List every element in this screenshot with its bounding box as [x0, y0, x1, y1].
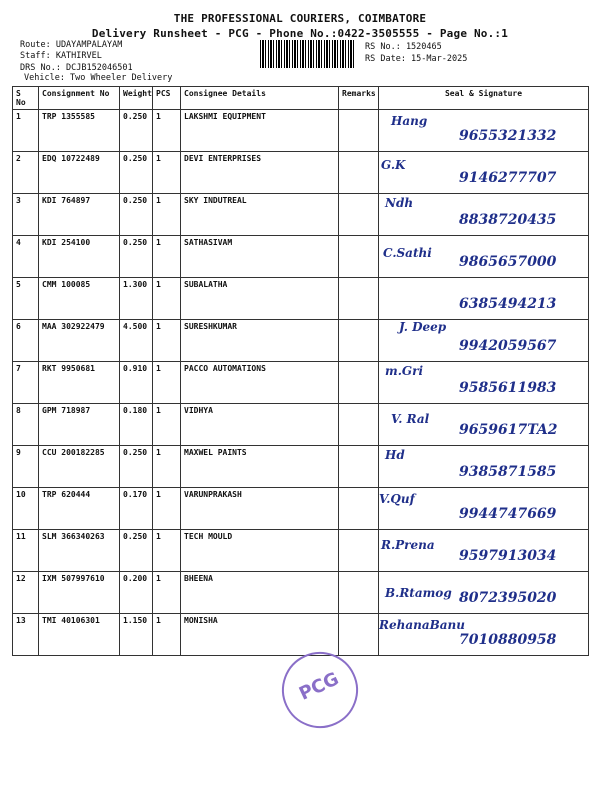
handwritten-signature: B.Rtamog — [385, 586, 452, 600]
cell-pcs: 1 — [153, 362, 181, 404]
cell-consignment: TMI 40106301 — [39, 614, 120, 656]
handwritten-phone: 9942059567 — [459, 338, 557, 354]
cell-consignment: SLM 366340263 — [39, 530, 120, 572]
cell-remarks — [339, 278, 379, 320]
cell-sno: 9 — [13, 446, 39, 488]
cell-pcs: 1 — [153, 572, 181, 614]
table-row — [13, 446, 589, 488]
cell-pcs: 1 — [153, 152, 181, 194]
cell-remarks — [339, 404, 379, 446]
col-sno: S No — [13, 87, 39, 110]
cell-remarks — [339, 194, 379, 236]
cell-signature — [379, 236, 589, 278]
cell-pcs: 1 — [153, 278, 181, 320]
cell-sno: 13 — [13, 614, 39, 656]
cell-remarks — [339, 362, 379, 404]
table-row — [13, 614, 589, 656]
col-weight: Weight — [120, 87, 153, 110]
cell-remarks — [339, 110, 379, 152]
handwritten-signature: C.Sathi — [383, 246, 432, 260]
company-title: THE PROFESSIONAL COURIERS, COIMBATORE — [173, 12, 427, 25]
cell-sno: 1 — [13, 110, 39, 152]
handwritten-phone: 9585611983 — [459, 380, 557, 396]
handwritten-signature: Ndh — [385, 196, 414, 210]
handwritten-signature: RehanaBanu — [379, 618, 465, 632]
cell-consignment: KDI 254100 — [39, 236, 120, 278]
cell-consignee: BHEENA — [181, 572, 339, 614]
handwritten-signature: V. Ral — [391, 412, 430, 426]
cell-weight: 0.250 — [120, 194, 153, 236]
handwritten-phone: 9385871585 — [459, 464, 557, 480]
cell-consignee: TECH MOULD — [181, 530, 339, 572]
cell-sno: 8 — [13, 404, 39, 446]
cell-weight: 0.910 — [120, 362, 153, 404]
cell-consignee: SATHASIVAM — [181, 236, 339, 278]
table-header-row — [13, 87, 589, 110]
cell-consignee: MONISHA — [181, 614, 339, 656]
cell-remarks — [339, 446, 379, 488]
route: Route: UDAYAMPALAYAM — [20, 40, 123, 50]
cell-consignment: MAA 302922479 — [39, 320, 120, 362]
handwritten-signature: m.Gri — [385, 364, 424, 378]
cell-consignment: IXM 507997610 — [39, 572, 120, 614]
col-signature: Seal & Signature — [379, 87, 589, 110]
cell-pcs: 1 — [153, 488, 181, 530]
cell-sno: 2 — [13, 152, 39, 194]
handwritten-signature: Hang — [391, 114, 428, 128]
col-consignment: Consignment No — [39, 87, 120, 110]
cell-weight: 4.500 — [120, 320, 153, 362]
cell-remarks — [339, 572, 379, 614]
cell-weight: 0.200 — [120, 572, 153, 614]
cell-weight: 0.250 — [120, 152, 153, 194]
handwritten-signature: R.Prena — [381, 538, 435, 552]
rs-number: RS No.: 1520465 — [365, 42, 442, 52]
cell-remarks — [339, 488, 379, 530]
table-row — [13, 194, 589, 236]
barcode — [260, 40, 355, 68]
handwritten-phone: 9659617TA2 — [459, 422, 558, 438]
handwritten-phone: 9655321332 — [459, 128, 557, 144]
cell-signature — [379, 488, 589, 530]
cell-pcs: 1 — [153, 194, 181, 236]
cell-pcs: 1 — [153, 110, 181, 152]
cell-consignee: MAXWEL PAINTS — [181, 446, 339, 488]
cell-signature — [379, 572, 589, 614]
cell-remarks — [339, 236, 379, 278]
col-remarks: Remarks — [339, 87, 379, 110]
cell-sno: 4 — [13, 236, 39, 278]
cell-signature — [379, 362, 589, 404]
vehicle: Vehicle: Two Wheeler Delivery — [24, 73, 173, 83]
handwritten-phone: 6385494213 — [459, 296, 557, 312]
cell-weight: 0.180 — [120, 404, 153, 446]
table-row — [13, 320, 589, 362]
cell-signature — [379, 110, 589, 152]
cell-signature — [379, 614, 589, 656]
cell-consignment: KDI 764897 — [39, 194, 120, 236]
table-row — [13, 362, 589, 404]
cell-consignee: LAKSHMI EQUIPMENT — [181, 110, 339, 152]
cell-consignee: SUBALATHA — [181, 278, 339, 320]
cell-weight: 0.170 — [120, 488, 153, 530]
table-row — [13, 488, 589, 530]
cell-signature — [379, 530, 589, 572]
handwritten-phone: 9597913034 — [459, 548, 557, 564]
cell-consignment: TRP 1355585 — [39, 110, 120, 152]
table-row — [13, 278, 589, 320]
cell-sno: 6 — [13, 320, 39, 362]
table-row — [13, 110, 589, 152]
runsheet-subtitle: Delivery Runsheet - PCG - Phone No.:0422-3505555 - Page No.:1 — [91, 27, 509, 40]
table-row — [13, 530, 589, 572]
cell-pcs: 1 — [153, 446, 181, 488]
cell-signature — [379, 320, 589, 362]
col-consignee: Consignee Details — [181, 87, 339, 110]
cell-consignee: PACCO AUTOMATIONS — [181, 362, 339, 404]
cell-remarks — [339, 152, 379, 194]
staff: Staff: KATHIRVEL — [20, 51, 102, 61]
cell-sno: 11 — [13, 530, 39, 572]
handwritten-phone: 8072395020 — [459, 590, 557, 606]
drs-number: DRS No.: DCJB152046501 — [20, 63, 133, 73]
cell-weight: 0.250 — [120, 236, 153, 278]
cell-consignee: SKY INDUTREAL — [181, 194, 339, 236]
handwritten-phone: 9865657000 — [459, 254, 557, 270]
cell-weight: 0.250 — [120, 530, 153, 572]
rs-date: RS Date: 15-Mar-2025 — [365, 54, 468, 64]
cell-consignment: GPM 718987 — [39, 404, 120, 446]
handwritten-signature: V.Quf — [379, 492, 415, 506]
cell-signature — [379, 404, 589, 446]
cell-sno: 12 — [13, 572, 39, 614]
table-row — [13, 152, 589, 194]
cell-consignee: VARUNPRAKASH — [181, 488, 339, 530]
handwritten-signature: Hd — [385, 448, 405, 462]
cell-weight: 0.250 — [120, 110, 153, 152]
cell-weight: 1.150 — [120, 614, 153, 656]
table-row — [13, 236, 589, 278]
cell-pcs: 1 — [153, 614, 181, 656]
cell-signature — [379, 278, 589, 320]
cell-signature — [379, 194, 589, 236]
runsheet-table — [12, 86, 589, 656]
cell-sno: 5 — [13, 278, 39, 320]
cell-remarks — [339, 614, 379, 656]
col-pcs: PCS — [153, 87, 181, 110]
cell-remarks — [339, 530, 379, 572]
cell-consignment: CCU 200182285 — [39, 446, 120, 488]
cell-sno: 10 — [13, 488, 39, 530]
cell-pcs: 1 — [153, 530, 181, 572]
cell-pcs: 1 — [153, 404, 181, 446]
cell-signature — [379, 152, 589, 194]
handwritten-phone: 9146277707 — [459, 170, 557, 186]
cell-consignee: VIDHYA — [181, 404, 339, 446]
cell-consignment: CMM 100085 — [39, 278, 120, 320]
pcg-stamp: PCG — [270, 640, 371, 741]
cell-signature — [379, 446, 589, 488]
cell-consignment: EDQ 10722489 — [39, 152, 120, 194]
cell-pcs: 1 — [153, 320, 181, 362]
handwritten-phone: 8838720435 — [459, 212, 557, 228]
table-row — [13, 572, 589, 614]
handwritten-phone: 9944747669 — [459, 506, 557, 522]
cell-remarks — [339, 320, 379, 362]
cell-weight: 0.250 — [120, 446, 153, 488]
cell-consignee: DEVI ENTERPRISES — [181, 152, 339, 194]
handwritten-signature: J. Deep — [399, 320, 447, 334]
handwritten-signature: G.K — [381, 158, 406, 172]
cell-pcs: 1 — [153, 236, 181, 278]
cell-sno: 3 — [13, 194, 39, 236]
cell-weight: 1.300 — [120, 278, 153, 320]
cell-consignment: TRP 620444 — [39, 488, 120, 530]
cell-consignee: SURESHKUMAR — [181, 320, 339, 362]
handwritten-phone: 7010880958 — [459, 632, 557, 648]
table-row — [13, 404, 589, 446]
cell-sno: 7 — [13, 362, 39, 404]
cell-consignment: RKT 9950681 — [39, 362, 120, 404]
